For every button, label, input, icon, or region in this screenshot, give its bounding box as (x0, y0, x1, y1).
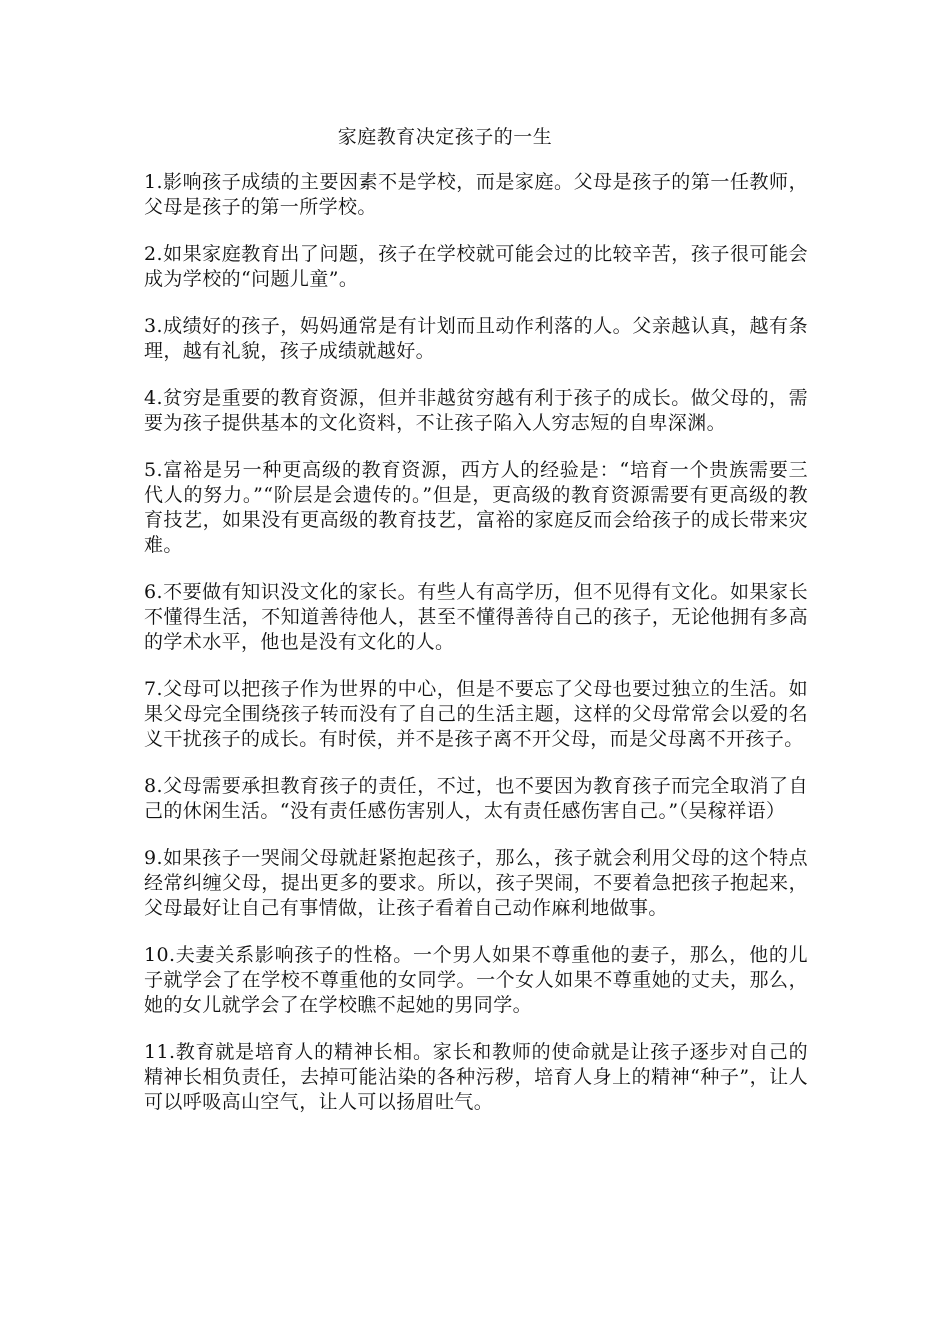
document-title: 家庭教育决定孩子的一生 (337, 126, 553, 148)
document-body (144, 170, 808, 1137)
paragraph-4: 4.贫穷是重要的教育资源，但并非越贫穷越有利于孩子的成长。做父母的，需要为孩子提供基本的文化资料，不让孩子陷入人穷志短的自卑深渊。 (144, 387, 808, 434)
paragraph-11: 11.教育就是培育人的精神长相。家长和教师的使命就是让孩子逐步对自己的精神长相负责任，去掉可能沾染的各种污秽，培育人身上的精神“种子”，让人可以呼吸高山空气，让人可以扬眉吐气。 (144, 1041, 808, 1113)
paragraph-1: 1.影响孩子成绩的主要因素不是学校，而是家庭。父母是孩子的第一任教师，父母是孩子的第一所学校。 (144, 171, 808, 218)
paragraph-10: 10.夫妻关系影响孩子的性格。一个男人如果不尊重他的妻子，那么，他的儿子就学会了在学校不尊重他的女同学。一个女人如果不尊重她的丈夫，那么，她的女儿就学会了在学校瞧不起她的男同学。 (144, 944, 808, 1016)
paragraph-6: 6.不要做有知识没文化的家长。有些人有高学历，但不见得有文化。如果家长不懂得生活，不知道善待他人，甚至不懂得善待自己的孩子，无论他拥有多高的学术水平，他也是没有文化的人。 (144, 581, 808, 653)
paragraph-7: 7.父母可以把孩子作为世界的中心，但是不要忘了父母也要过独立的生活。如果父母完全围绕孩子转而没有了自己的生活主题，这样的父母常常会以爱的名义干扰孩子的成长。有时侯，并不是孩子离不开父母，而是父母离不开孩子。 (144, 678, 808, 750)
paragraph-8: 8.父母需要承担教育孩子的责任，不过，也不要因为教育孩子而完全取消了自己的休闲生活。“没有责任感伤害别人，太有责任感伤害自己。”（吴稼祥语） (144, 775, 808, 822)
paragraph-2: 2.如果家庭教育出了问题，孩子在学校就可能会过的比较辛苦，孩子很可能会成为学校的“问题儿童”。 (144, 243, 808, 290)
paragraph-9: 9.如果孩子一哭闹父母就赶紧抱起孩子，那么，孩子就会利用父母的这个特点经常纠缠父母，提出更多的要求。所以，孩子哭闹，不要着急把孩子抱起来，父母最好让自己有事情做，让孩子看着自己动作麻利地做事。 (144, 847, 808, 919)
paragraph-3: 3.成绩好的孩子，妈妈通常是有计划而且动作利落的人。父亲越认真，越有条理，越有礼貌，孩子成绩就越好。 (144, 315, 808, 362)
paragraph-5: 5.富裕是另一种更高级的教育资源，西方人的经验是：“培育一个贵族需要三代人的努力。”“阶层是会遗传的。”但是，更高级的教育资源需要有更高级的教育技艺，如果没有更高级的教育技艺，富裕的家庭反而会给孩子的成长带来灾难。 (144, 459, 808, 556)
